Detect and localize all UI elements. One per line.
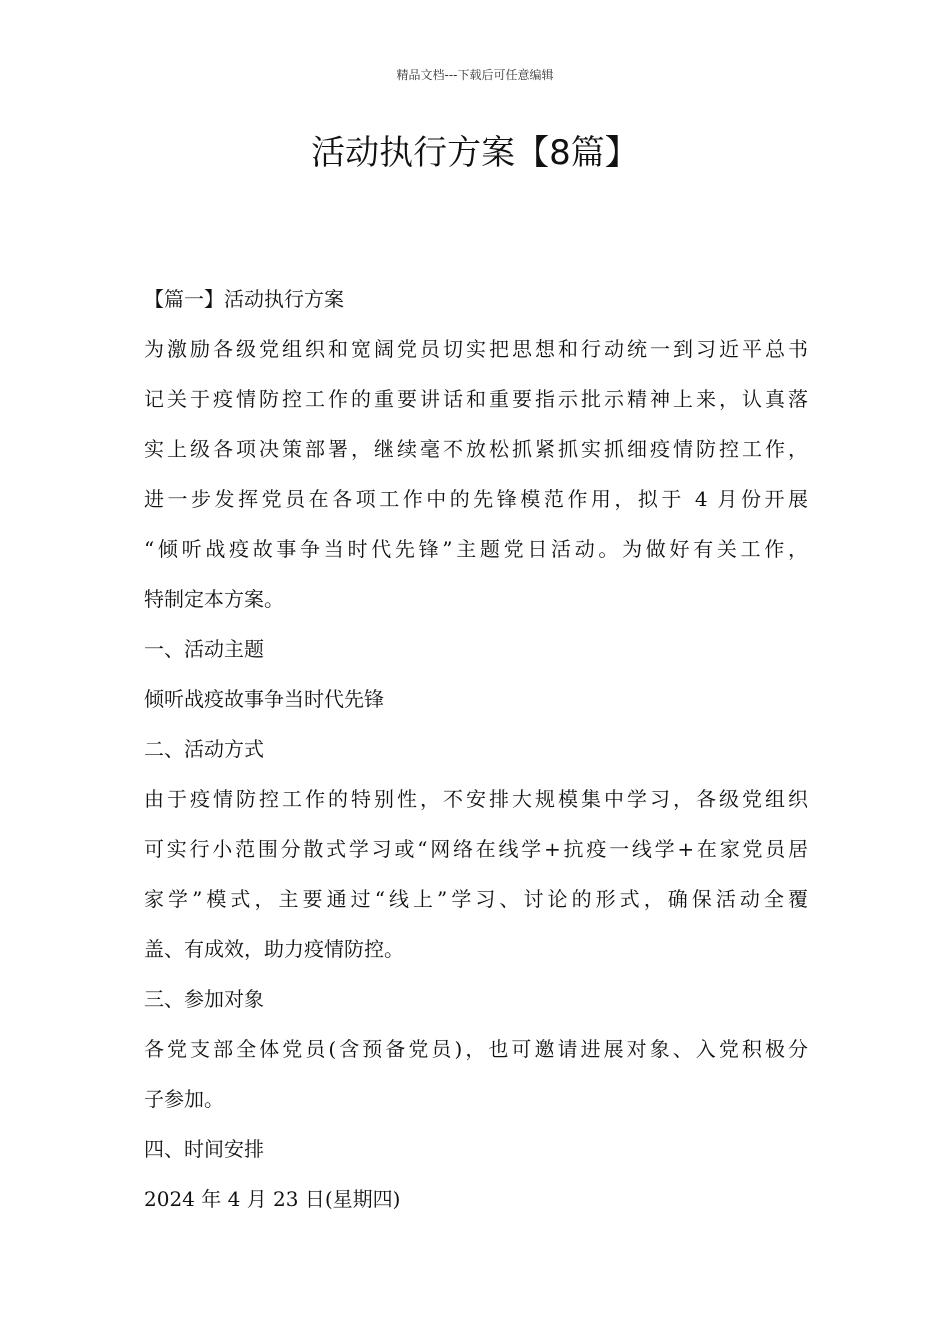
paragraph-line: “倾听战疫故事争当时代先锋”主题党日活动。为做好有关工作， [144,537,808,561]
paragraph-line: 子参加。 [144,1087,224,1111]
page-header-note: 精品文档---下载后可任意编辑 [396,68,554,82]
paragraph-line: 实上级各项决策部署，继续毫不放松抓紧抓实抓细疫情防控工作， [144,437,808,461]
paragraph-line: 进一步发挥党员在各项工作中的先锋模范作用，拟于 4 月份开展 [144,487,808,511]
paragraph-line: 特制定本方案。 [144,587,284,611]
paragraph-line: 各党支部全体党员(含预备党员)，也可邀请进展对象、入党积极分 [144,1037,808,1061]
document-body [144,274,808,1224]
heading-activity-theme: 一、活动主题 [144,637,264,661]
section-heading: 【篇一】活动执行方案 [144,287,344,311]
heading-activity-method: 二、活动方式 [144,737,264,761]
paragraph-line: 盖、有成效，助力疫情防控。 [144,937,404,961]
heading-participants: 三、参加对象 [144,987,264,1011]
paragraph-line: 为激励各级党组织和宽阔党员切实把思想和行动统一到习近平总书 [144,337,808,361]
heading-schedule: 四、时间安排 [144,1137,264,1161]
document-title: 活动执行方案【8篇】 [311,133,639,173]
paragraph-line: 可实行小范围分散式学习或“网络在线学+抗疫一线学+在家党员居 [144,837,808,861]
paragraph-line: 家学”模式，主要通过“线上”学习、讨论的形式，确保活动全覆 [144,887,808,911]
paragraph-line: 由于疫情防控工作的特别性，不安排大规模集中学习，各级党组织 [144,787,808,811]
schedule-date: 2024 年 4 月 23 日(星期四) [144,1187,401,1211]
activity-theme-text: 倾听战疫故事争当时代先锋 [144,687,384,711]
paragraph-line: 记关于疫情防控工作的重要讲话和重要指示批示精神上来，认真落 [144,387,808,411]
